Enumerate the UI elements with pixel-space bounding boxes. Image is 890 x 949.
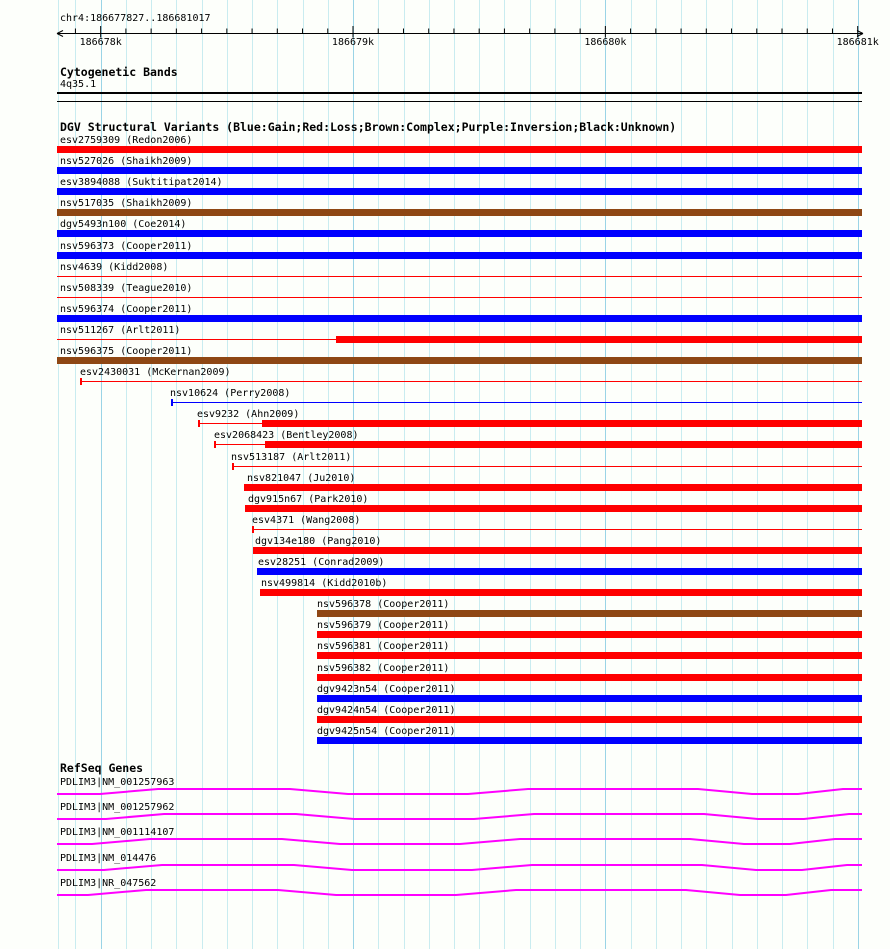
gridline-minor	[757, 0, 758, 949]
gridline-minor	[479, 0, 480, 949]
variant-glyph[interactable]	[253, 547, 862, 554]
variant-glyph[interactable]	[57, 230, 862, 237]
gridline-minor	[504, 0, 505, 949]
variant-glyph[interactable]	[57, 209, 862, 216]
variant-label: nsv511267 (Arlt2011)	[60, 325, 181, 336]
variant-glyph[interactable]	[57, 167, 862, 174]
variant-start-tick	[198, 420, 200, 427]
variant-glyph[interactable]	[317, 695, 862, 702]
gridline-minor	[58, 0, 59, 949]
variant-glyph[interactable]	[214, 444, 265, 445]
gridline-minor	[732, 0, 733, 949]
variant-label: nsv596379 (Cooper2011)	[317, 620, 450, 631]
variant-label: nsv4639 (Kidd2008)	[60, 262, 169, 273]
variant-label: dgv9424n54 (Cooper2011)	[317, 705, 456, 716]
variant-label: nsv821047 (Ju2010)	[247, 473, 356, 484]
gene-label: PDLIM3|NM_014476	[60, 853, 157, 864]
variant-glyph[interactable]	[57, 297, 862, 298]
variant-start-tick	[252, 526, 254, 533]
variant-start-tick	[232, 463, 234, 470]
region-title: chr4:186677827..186681017	[60, 13, 211, 24]
variant-label: dgv5493n100 (Coe2014)	[60, 219, 187, 230]
variant-label: nsv596378 (Cooper2011)	[317, 599, 450, 610]
variant-label: esv28251 (Conrad2009)	[258, 557, 385, 568]
cytoband-bottom-line	[57, 101, 862, 102]
gene-label: PDLIM3|NM_001257963	[60, 777, 175, 788]
gridline-minor	[807, 0, 808, 949]
gridline-minor	[202, 0, 203, 949]
gridline-minor	[631, 0, 632, 949]
variant-label: nsv596381 (Cooper2011)	[317, 641, 450, 652]
variant-label: nsv596375 (Cooper2011)	[60, 346, 193, 357]
variant-label: esv4371 (Wang2008)	[252, 515, 361, 526]
variant-glyph[interactable]	[57, 276, 862, 277]
variant-glyph[interactable]	[57, 252, 862, 259]
gene-transcript-line[interactable]	[57, 839, 862, 844]
variant-glyph[interactable]	[57, 188, 862, 195]
gridline-major	[605, 0, 606, 949]
variant-label: nsv513187 (Arlt2011)	[231, 452, 352, 463]
variant-start-tick	[171, 399, 173, 406]
variant-label: nsv596374 (Cooper2011)	[60, 304, 193, 315]
variant-label: dgv134e180 (Pang2010)	[255, 536, 382, 547]
gridline-minor	[454, 0, 455, 949]
gridline-minor	[555, 0, 556, 949]
gridline-minor	[681, 0, 682, 949]
variant-glyph[interactable]	[252, 529, 862, 530]
variant-label: esv2068423 (Bentley2008)	[214, 430, 359, 441]
variant-glyph[interactable]	[317, 737, 862, 744]
variant-glyph[interactable]	[244, 484, 862, 491]
cytogenetic-bands-title: Cytogenetic Bands	[60, 65, 178, 79]
gene-transcript-line[interactable]	[57, 814, 862, 819]
gene-label: PDLIM3|NM_001257962	[60, 802, 175, 813]
dgv-track-title: DGV Structural Variants (Blue:Gain;Red:Loss;Brown:Complex;Purple:Inversion;Black:Unknown)	[60, 120, 677, 134]
refseq-track-title: RefSeq Genes	[60, 761, 144, 775]
gridline-major	[858, 0, 859, 949]
gene-transcript-line[interactable]	[57, 789, 862, 794]
variant-glyph[interactable]	[257, 568, 862, 575]
variant-label: esv2759309 (Redon2006)	[60, 135, 193, 146]
variant-label: esv2430031 (McKernan2009)	[80, 367, 231, 378]
gene-label: PDLIM3|NM_001114107	[60, 827, 175, 838]
gene-transcript-line[interactable]	[57, 865, 862, 870]
variant-label: nsv499814 (Kidd2010b)	[261, 578, 388, 589]
variant-glyph[interactable]	[57, 146, 862, 153]
variant-start-tick	[80, 378, 82, 385]
variant-label: nsv527026 (Shaikh2009)	[60, 156, 193, 167]
variant-label: dgv9425n54 (Cooper2011)	[317, 726, 456, 737]
variant-glyph[interactable]	[198, 423, 262, 424]
variant-glyph[interactable]	[80, 381, 862, 382]
cytoband-label: 4q35.1	[60, 79, 97, 90]
gridline-minor	[706, 0, 707, 949]
variant-glyph[interactable]	[317, 674, 862, 681]
coordinate-ruler	[0, 0, 890, 60]
variant-label: dgv9423n54 (Cooper2011)	[317, 684, 456, 695]
variant-start-tick	[214, 441, 216, 448]
ruler-tick-label: 186681k	[836, 37, 879, 48]
gridline-minor	[656, 0, 657, 949]
ruler-tick-label: 186679k	[331, 37, 375, 48]
variant-label: nsv10624 (Perry2008)	[170, 388, 291, 399]
gene-transcript-line[interactable]	[57, 890, 862, 895]
variant-glyph[interactable]	[317, 610, 862, 617]
variant-label: nsv596373 (Cooper2011)	[60, 241, 193, 252]
gridline-minor	[378, 0, 379, 949]
variant-label: esv9232 (Ahn2009)	[197, 409, 300, 420]
variant-label: nsv596382 (Cooper2011)	[317, 663, 450, 674]
variant-label: nsv517035 (Shaikh2009)	[60, 198, 193, 209]
gridline-minor	[429, 0, 430, 949]
variant-label: dgv915n67 (Park2010)	[248, 494, 369, 505]
variant-glyph[interactable]	[245, 505, 862, 512]
ruler-tick-label: 186680k	[584, 37, 627, 48]
variant-glyph[interactable]	[57, 339, 336, 340]
gridline-minor	[782, 0, 783, 949]
gridline-minor	[530, 0, 531, 949]
variant-glyph[interactable]	[171, 402, 862, 403]
variant-glyph[interactable]	[262, 420, 862, 427]
variant-glyph[interactable]	[260, 589, 862, 596]
variant-glyph[interactable]	[232, 466, 862, 467]
variant-glyph[interactable]	[265, 441, 862, 448]
ruler-tick-label: 186678k	[79, 37, 122, 48]
cytoband-top-line	[57, 92, 862, 94]
variant-glyph[interactable]	[317, 716, 862, 723]
variant-glyph[interactable]	[336, 336, 862, 343]
gridline-minor	[580, 0, 581, 949]
variant-glyph[interactable]	[57, 357, 862, 364]
variant-glyph[interactable]	[317, 631, 862, 638]
variant-label: nsv508339 (Teague2010)	[60, 283, 193, 294]
variant-glyph[interactable]	[57, 315, 862, 322]
gridline-minor	[833, 0, 834, 949]
variant-label: esv3894088 (Suktitipat2014)	[60, 177, 223, 188]
gridline-minor	[227, 0, 228, 949]
gridline-minor	[404, 0, 405, 949]
gene-label: PDLIM3|NR_047562	[60, 878, 157, 889]
variant-glyph[interactable]	[317, 652, 862, 659]
